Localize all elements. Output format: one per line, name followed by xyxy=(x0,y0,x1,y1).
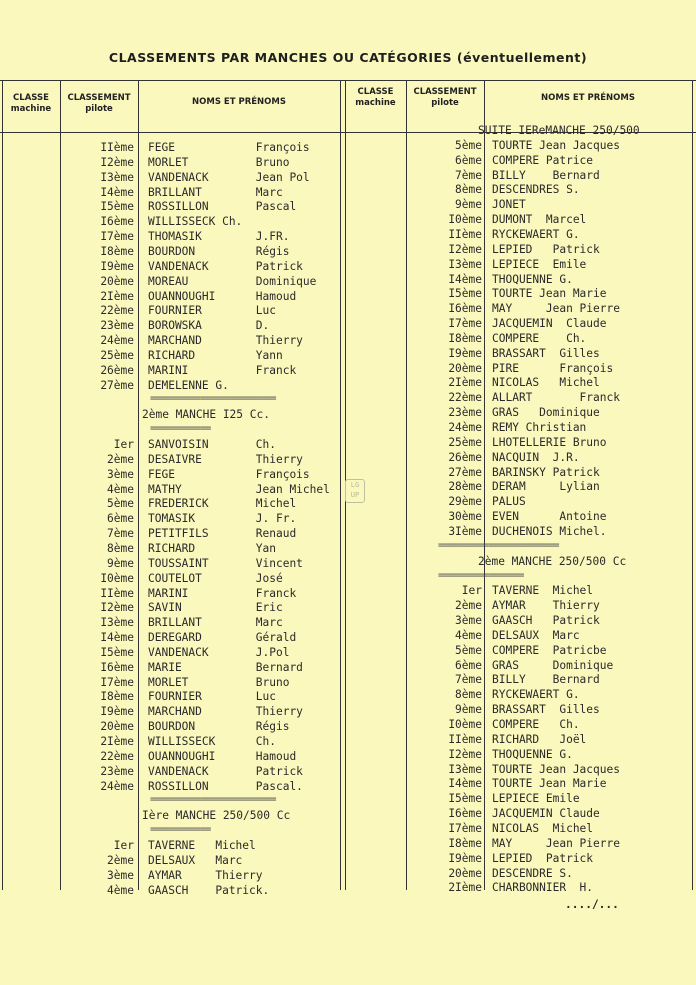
pilot-name: BOURDON Régis xyxy=(148,720,290,734)
header-classement-pilote xyxy=(60,93,138,115)
pilot-name: GAASCH Patrick xyxy=(492,614,600,628)
pilot-name: BILLY Bernard xyxy=(492,168,600,182)
pilot-name: PETITFILS Renaud xyxy=(148,527,297,541)
pilot-name: BOURDON Régis xyxy=(148,244,290,258)
pilot-name: VANDENACK Patrick xyxy=(148,764,303,778)
rank: I6ème xyxy=(448,807,482,821)
rank: 6ème xyxy=(455,658,482,672)
pilot-name: DELSAUX Marc xyxy=(148,853,243,867)
pilot-name: REMY Christian xyxy=(492,421,587,434)
pilot-name: FOURNIER Luc xyxy=(148,304,276,318)
rank: I5ème xyxy=(448,287,482,301)
col-divider xyxy=(692,80,693,890)
separator-line: ============ xyxy=(150,423,211,435)
pilot-name: SANVOISIN Ch. xyxy=(148,438,276,451)
col-divider xyxy=(138,80,139,890)
header-noms: NOMS ET PRÉNOMS xyxy=(541,93,635,103)
rank: 8ème xyxy=(455,688,482,702)
pilot-name: FOURNIER Luc xyxy=(148,690,276,704)
rank: 5ème xyxy=(455,138,482,152)
pilot-name: EVEN Antoine xyxy=(492,510,607,524)
rank: 28ème xyxy=(448,480,482,494)
rank: I0ème xyxy=(100,571,134,585)
rank: I4ème xyxy=(448,777,482,791)
pilot-name: OUANNOUGHI Hamoud xyxy=(148,749,297,763)
rank: 3Ième xyxy=(448,524,482,538)
rank: 2ème xyxy=(107,452,134,466)
separator-line: ========================= xyxy=(150,794,276,806)
pilot-name: MOREAU Dominique xyxy=(148,274,317,288)
rank: 2Ième xyxy=(100,735,134,748)
pilot-name: BOROWSKA D. xyxy=(148,319,270,333)
rank: I3ème xyxy=(448,762,482,776)
rank: 4ème xyxy=(107,883,134,897)
pilot-name: THOQUENNE G. xyxy=(492,747,573,761)
rank: 22ème xyxy=(100,304,134,318)
rank: I2ème xyxy=(100,155,134,169)
pilot-name: BARINSKY Patrick xyxy=(492,465,600,479)
col-divider xyxy=(2,80,3,890)
rank: 24ème xyxy=(100,334,134,348)
pilot-name: OUANNOUGHI Hamoud xyxy=(148,289,297,303)
rank: 9ème xyxy=(455,703,482,717)
pilot-name: LEPIECE Emile xyxy=(492,792,580,806)
rank: I7ème xyxy=(100,230,134,244)
rank: 6ème xyxy=(107,512,134,526)
pilot-name: JONET xyxy=(492,198,526,212)
rank: I8ème xyxy=(100,690,134,704)
rank: 26ème xyxy=(100,363,134,377)
rank: 24ème xyxy=(448,421,482,434)
pilot-name: VANDENACK Patrick xyxy=(148,259,303,273)
rank: IIème xyxy=(448,227,482,241)
pilot-name: THOQUENNE G. xyxy=(492,272,573,286)
pilot-name: WILLISSECK Ch. xyxy=(148,215,243,229)
header-line: CLASSEMENT xyxy=(67,93,131,103)
rank: 4ème xyxy=(107,482,134,496)
library-stamp: LG UP xyxy=(345,479,365,503)
pilot-name: GRAS Dominique xyxy=(492,658,614,672)
pilot-name: BRASSART Gilles xyxy=(492,703,600,717)
rank: 8ème xyxy=(107,541,134,555)
rank: 3ème xyxy=(455,614,482,628)
pilot-name: DESCENDRE S. xyxy=(492,866,573,880)
pilot-name: DUMONT Marcel xyxy=(492,213,587,227)
pilot-name: ROSSILLON Pascal. xyxy=(148,779,303,793)
rank: 30ème xyxy=(448,510,482,524)
rank: 20ème xyxy=(448,866,482,880)
rank: I9ème xyxy=(100,705,134,719)
pilot-name: COMPERE Ch. xyxy=(492,718,580,731)
rank: 29ème xyxy=(448,495,482,509)
header-classe-machine xyxy=(2,93,60,115)
table-top-border xyxy=(0,80,696,81)
pilot-name: FEGE François xyxy=(148,467,310,481)
pilot-name: WILLISSECK Ch. xyxy=(148,735,276,748)
rank: 7ème xyxy=(455,168,482,182)
pilot-name: VANDENACK Jean Pol xyxy=(148,170,310,184)
rank: 2Ième xyxy=(448,376,482,390)
rank: I4ème xyxy=(448,272,482,286)
pilot-name: DESCENDRES S. xyxy=(492,183,580,197)
section-heading: 2ème MANCHE 250/500 Cc xyxy=(478,554,627,568)
pilot-name: SAVIN Eric xyxy=(148,601,283,615)
rank: 6ème xyxy=(455,153,482,167)
pilot-name: RICHARD Yann xyxy=(148,348,283,362)
rank: I2ème xyxy=(448,747,482,761)
pilot-name: PIRE François xyxy=(492,361,614,375)
rank: 2ème xyxy=(455,599,482,613)
rank: IIème xyxy=(448,732,482,746)
pilot-name: COUTELOT José xyxy=(148,571,283,585)
pilot-name: BILLY Bernard xyxy=(492,673,600,687)
header-line: CLASSE xyxy=(357,87,394,97)
pilot-name: LEPIECE Emile xyxy=(492,257,587,271)
rank: 25ème xyxy=(448,435,482,449)
rank: 3ème xyxy=(107,467,134,481)
rank: 2ème xyxy=(107,853,134,867)
pilot-name: ALLART Franck xyxy=(492,391,620,405)
rank: 8ème xyxy=(455,183,482,197)
pilot-name: MAY Jean Pierre xyxy=(492,836,620,850)
pilot-name: GRAS Dominique xyxy=(492,406,600,420)
header-line: CLASSE xyxy=(13,93,49,103)
rank: I0ème xyxy=(448,718,482,731)
header-noms: NOMS ET PRÉNOMS xyxy=(192,97,286,107)
col-divider xyxy=(60,80,61,890)
separator-line: ================= xyxy=(438,569,524,581)
pilot-name: MARINI Franck xyxy=(148,363,297,377)
pilot-name: MARCHAND Thierry xyxy=(148,705,303,719)
header-line: pilote xyxy=(431,98,459,108)
rank: I6ème xyxy=(100,660,134,674)
col-divider xyxy=(406,80,407,890)
rank: I6ème xyxy=(100,215,134,229)
pilot-name: MARCHAND Thierry xyxy=(148,334,303,348)
pilot-name: DESAIVRE Thierry xyxy=(148,452,303,466)
rank: 4ème xyxy=(455,628,482,642)
pilot-name: NICOLAS Michel xyxy=(492,376,600,390)
rank: 24ème xyxy=(100,779,134,793)
pilot-name: LEPIED Patrick xyxy=(492,242,600,256)
pilot-name: DEMELENNE G. xyxy=(148,378,229,392)
pilot-name: BRASSART Gilles xyxy=(492,346,600,360)
rank: I8ème xyxy=(448,836,482,850)
pilot-name: NICOLAS Michel xyxy=(492,821,594,835)
pilot-name: TOURTE Jean Marie xyxy=(492,287,607,301)
rank: I3ème xyxy=(100,170,134,184)
pilot-name: TOURTE Jean Jacques xyxy=(492,138,620,152)
pilot-name: RYCKEWAERT G. xyxy=(492,688,580,702)
page-title: CLASSEMENTS PAR MANCHES OU CATÉGORIES (éventuellement) xyxy=(108,50,588,65)
pilot-name: AYMAR Thierry xyxy=(148,868,263,882)
pilot-name: TOUSSAINT Vincent xyxy=(148,556,303,570)
pilot-name: MARIE Bernard xyxy=(148,660,303,674)
header-line: pilote xyxy=(85,104,113,114)
section-heading: SUITE IEReMANCHE 250/500 xyxy=(478,124,640,137)
rank: 7ème xyxy=(107,527,134,541)
rank: I3ème xyxy=(448,257,482,271)
pilot-name: COMPERE Patricbe xyxy=(492,643,607,657)
pilot-name: JACQUEMIN Claude xyxy=(492,807,600,821)
rank: I9ème xyxy=(100,259,134,273)
pilot-name: GAASCH Patrick. xyxy=(148,883,270,897)
rank: I5ème xyxy=(448,792,482,806)
header-classe-machine xyxy=(345,87,406,109)
pilot-name: RICHARD Yan xyxy=(148,541,276,555)
pilot-name: RICHARD Joël xyxy=(492,732,587,746)
pilot-name: PALUS xyxy=(492,495,526,509)
pilot-name: LHOTELLERIE Bruno xyxy=(492,435,607,449)
pilot-name: NACQUIN J.R. xyxy=(492,450,580,464)
rank: 20ème xyxy=(448,361,482,375)
rank: 20ème xyxy=(100,274,134,288)
pilot-name: COMPERE Patrice xyxy=(492,153,594,167)
col-divider xyxy=(340,80,341,890)
rank: 23ème xyxy=(100,319,134,333)
rank: I9ème xyxy=(448,346,482,360)
rank: 22ème xyxy=(448,391,482,405)
rank: Ier xyxy=(113,838,134,852)
section-heading: Ière MANCHE 250/500 Cc xyxy=(142,809,291,823)
rank: I9ème xyxy=(448,851,482,865)
pilot-name: TOMASIK J. Fr. xyxy=(148,512,297,526)
rank: IIème xyxy=(100,586,134,600)
rank: Ier xyxy=(113,438,134,451)
pilot-name: ROSSILLON Pascal xyxy=(148,200,297,214)
separator-line: ======================== xyxy=(438,539,559,551)
pilot-name: MATHY Jean Michel xyxy=(148,482,330,496)
pilot-name: DEREGARD Gérald xyxy=(148,631,297,645)
pilot-name: MORLET Bruno xyxy=(148,155,290,169)
rank: I2ème xyxy=(448,242,482,256)
rank: 27ème xyxy=(100,378,134,392)
pilot-name: DELSAUX Marc xyxy=(492,628,580,642)
pilot-name: THOMASIK J.FR. xyxy=(148,230,290,244)
rank: Ier xyxy=(461,584,482,598)
separator-line: ========================= xyxy=(150,393,276,405)
pilot-name: MAY Jean Pierre xyxy=(492,302,620,316)
rank: 22ème xyxy=(100,749,134,763)
rank: 9ème xyxy=(107,556,134,570)
header-line: CLASSEMENT xyxy=(413,87,477,97)
pilot-name: BRILLANT Marc xyxy=(148,616,283,630)
col-divider xyxy=(484,80,485,890)
pilot-name: CHARBONNIER H. xyxy=(492,881,594,895)
rank: I4ème xyxy=(100,631,134,645)
rank: I7ème xyxy=(100,675,134,689)
pilot-name: FREDERICK Michel xyxy=(148,497,297,511)
section-heading: 2ème MANCHE I25 Cc. xyxy=(142,408,270,422)
pilot-name: FEGE François xyxy=(148,141,310,154)
rank: 26ème xyxy=(448,450,482,464)
separator-line: ============ xyxy=(150,824,211,836)
pilot-name: DERAM Lylian xyxy=(492,480,600,494)
pilot-name: TAVERNE Michel xyxy=(148,838,256,852)
rank: 23ème xyxy=(100,764,134,778)
pilot-name: TOURTE Jean Marie xyxy=(492,777,607,791)
header-line: machine xyxy=(10,104,52,114)
rank: I0ème xyxy=(448,213,482,227)
rank: 23ème xyxy=(448,406,482,420)
pilot-name: LEPIED Patrick xyxy=(492,851,594,865)
pilot-name: VANDENACK J.Pol xyxy=(148,645,290,659)
rank: 20ème xyxy=(100,720,134,734)
rank: I5ème xyxy=(100,200,134,214)
pilot-name: JACQUEMIN Claude xyxy=(492,317,607,331)
rank: I6ème xyxy=(448,302,482,316)
pilot-name: TAVERNE Michel xyxy=(492,584,594,598)
header-classement-pilote xyxy=(406,87,484,109)
pilot-name: MARINI Franck xyxy=(148,586,297,600)
pilot-name: BRILLANT Marc xyxy=(148,185,283,199)
rank: 9ème xyxy=(455,198,482,212)
rank: 25ème xyxy=(100,348,134,362)
rank: I4ème xyxy=(100,185,134,199)
rank: I8ème xyxy=(100,244,134,258)
rank: 2Ième xyxy=(448,881,482,895)
rank: I7ème xyxy=(448,317,482,331)
rank: I8ème xyxy=(448,331,482,345)
continued-marker: ..../... xyxy=(565,898,619,911)
rank: 7ème xyxy=(455,673,482,687)
rank: I5ème xyxy=(100,645,134,659)
header-line: machine xyxy=(355,98,396,108)
rank: I2ème xyxy=(100,601,134,615)
pilot-name: MORLET Bruno xyxy=(148,675,290,689)
rank: 5ème xyxy=(455,643,482,657)
pilot-name: COMPERE Ch. xyxy=(492,331,587,345)
rank: 27ème xyxy=(448,465,482,479)
pilot-name: RYCKEWAERT G. xyxy=(492,227,580,241)
rank: I7ème xyxy=(448,821,482,835)
pilot-name: AYMAR Thierry xyxy=(492,599,600,613)
rank: IIème xyxy=(100,141,134,154)
pilot-name: TOURTE Jean Jacques xyxy=(492,762,620,776)
pilot-name: DUCHENOIS Michel. xyxy=(492,524,607,538)
rank: 2Ième xyxy=(100,289,134,303)
rank: I3ème xyxy=(100,616,134,630)
rank: 3ème xyxy=(107,868,134,882)
rank: 5ème xyxy=(107,497,134,511)
